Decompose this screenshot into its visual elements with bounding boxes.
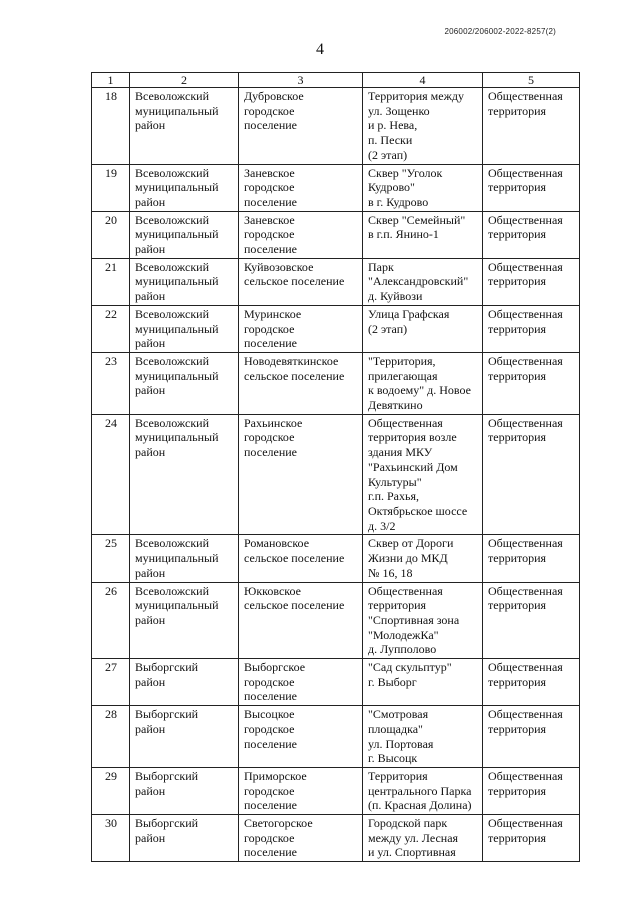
table-row	[92, 305, 580, 352]
territory-type-cell: Общественная территория	[483, 535, 580, 582]
territory-name-cell: Городской парк между ул. Лесная и ул. Спортивная	[363, 815, 483, 862]
settlement-cell: Новодевяткинское сельское поселение	[239, 352, 363, 414]
territory-name-cell: Территория между ул. Зощенко и р. Нева, п. Пески (2 этап)	[363, 88, 483, 165]
district-cell: Всеволожский муниципальный район	[130, 352, 239, 414]
row-number: 25	[92, 535, 130, 582]
territory-type-cell: Общественная территория	[483, 414, 580, 535]
territory-name-cell: Улица Графская (2 этап)	[363, 305, 483, 352]
district-cell: Выборгский район	[130, 815, 239, 862]
table-row	[92, 164, 580, 211]
district-cell: Всеволожский муниципальный район	[130, 88, 239, 165]
table-row	[92, 535, 580, 582]
territory-name-cell: "Сад скульптур" г. Выборг	[363, 659, 483, 706]
table-header-row	[92, 73, 580, 88]
territory-type-cell: Общественная территория	[483, 582, 580, 659]
territory-name-cell: Территория центрального Парка (п. Красная Долина)	[363, 767, 483, 814]
district-cell: Выборгский район	[130, 659, 239, 706]
table-row	[92, 767, 580, 814]
settlement-cell: Дубровское городское поселение	[239, 88, 363, 165]
territory-type-cell: Общественная территория	[483, 352, 580, 414]
row-number: 21	[92, 258, 130, 305]
document-id: 206002/206002-2022-8257(2)	[444, 27, 556, 36]
table-row	[92, 815, 580, 862]
district-cell: Всеволожский муниципальный район	[130, 211, 239, 258]
column-header: 5	[483, 73, 580, 88]
territory-type-cell: Общественная территория	[483, 258, 580, 305]
territory-name-cell: Сквер "Уголок Кудрово" в г. Кудрово	[363, 164, 483, 211]
settlement-cell: Приморское городское поселение	[239, 767, 363, 814]
district-cell: Всеволожский муниципальный район	[130, 164, 239, 211]
settlement-cell: Куйвозовское сельское поселение	[239, 258, 363, 305]
settlement-cell: Заневское городское поселение	[239, 211, 363, 258]
row-number: 30	[92, 815, 130, 862]
territories-table	[91, 72, 580, 862]
district-cell: Всеволожский муниципальный район	[130, 258, 239, 305]
column-header: 1	[92, 73, 130, 88]
row-number: 28	[92, 706, 130, 768]
table-row	[92, 582, 580, 659]
territory-name-cell: Общественная территория возле здания МКУ "Рахьинский Дом Культуры" г.п. Рахья, Октябрьское шоссе д. 3/2	[363, 414, 483, 535]
row-number: 19	[92, 164, 130, 211]
territory-name-cell: Сквер "Семейный" в г.п. Янино-1	[363, 211, 483, 258]
table-row	[92, 352, 580, 414]
settlement-cell: Муринское городское поселение	[239, 305, 363, 352]
table-row	[92, 414, 580, 535]
settlement-cell: Романовское сельское поселение	[239, 535, 363, 582]
territory-name-cell: Общественная территория "Спортивная зона "МолодежКа" д. Лупполово	[363, 582, 483, 659]
row-number: 29	[92, 767, 130, 814]
territory-type-cell: Общественная территория	[483, 88, 580, 165]
territory-type-cell: Общественная территория	[483, 211, 580, 258]
column-header: 2	[130, 73, 239, 88]
territory-name-cell: Парк "Александровский" д. Куйвози	[363, 258, 483, 305]
page-number: 4	[316, 41, 324, 58]
row-number: 20	[92, 211, 130, 258]
district-cell: Всеволожский муниципальный район	[130, 582, 239, 659]
settlement-cell: Рахьинское городское поселение	[239, 414, 363, 535]
territory-type-cell: Общественная территория	[483, 659, 580, 706]
district-cell: Выборгский район	[130, 706, 239, 768]
territory-type-cell: Общественная территория	[483, 164, 580, 211]
row-number: 23	[92, 352, 130, 414]
territory-type-cell: Общественная территория	[483, 305, 580, 352]
table-row	[92, 706, 580, 768]
table-row	[92, 258, 580, 305]
row-number: 22	[92, 305, 130, 352]
column-header: 3	[239, 73, 363, 88]
district-cell: Всеволожский муниципальный район	[130, 414, 239, 535]
settlement-cell: Светогорское городское поселение	[239, 815, 363, 862]
district-cell: Всеволожский муниципальный район	[130, 535, 239, 582]
territory-name-cell: Сквер от Дороги Жизни до МКД № 16, 18	[363, 535, 483, 582]
settlement-cell: Высоцкое городское поселение	[239, 706, 363, 768]
table-row	[92, 659, 580, 706]
territory-type-cell: Общественная территория	[483, 815, 580, 862]
territory-name-cell: "Территория, прилегающая к водоему" д. Новое Девяткино	[363, 352, 483, 414]
table-row	[92, 88, 580, 165]
row-number: 24	[92, 414, 130, 535]
district-cell: Всеволожский муниципальный район	[130, 305, 239, 352]
settlement-cell: Юкковское сельское поселение	[239, 582, 363, 659]
district-cell: Выборгский район	[130, 767, 239, 814]
territory-name-cell: "Смотровая площадка" ул. Портовая г. Высоцк	[363, 706, 483, 768]
settlement-cell: Заневское городское поселение	[239, 164, 363, 211]
territory-type-cell: Общественная территория	[483, 767, 580, 814]
table-row	[92, 211, 580, 258]
row-number: 27	[92, 659, 130, 706]
column-header: 4	[363, 73, 483, 88]
territory-type-cell: Общественная территория	[483, 706, 580, 768]
row-number: 26	[92, 582, 130, 659]
table-body	[92, 88, 580, 862]
row-number: 18	[92, 88, 130, 165]
settlement-cell: Выборгское городское поселение	[239, 659, 363, 706]
